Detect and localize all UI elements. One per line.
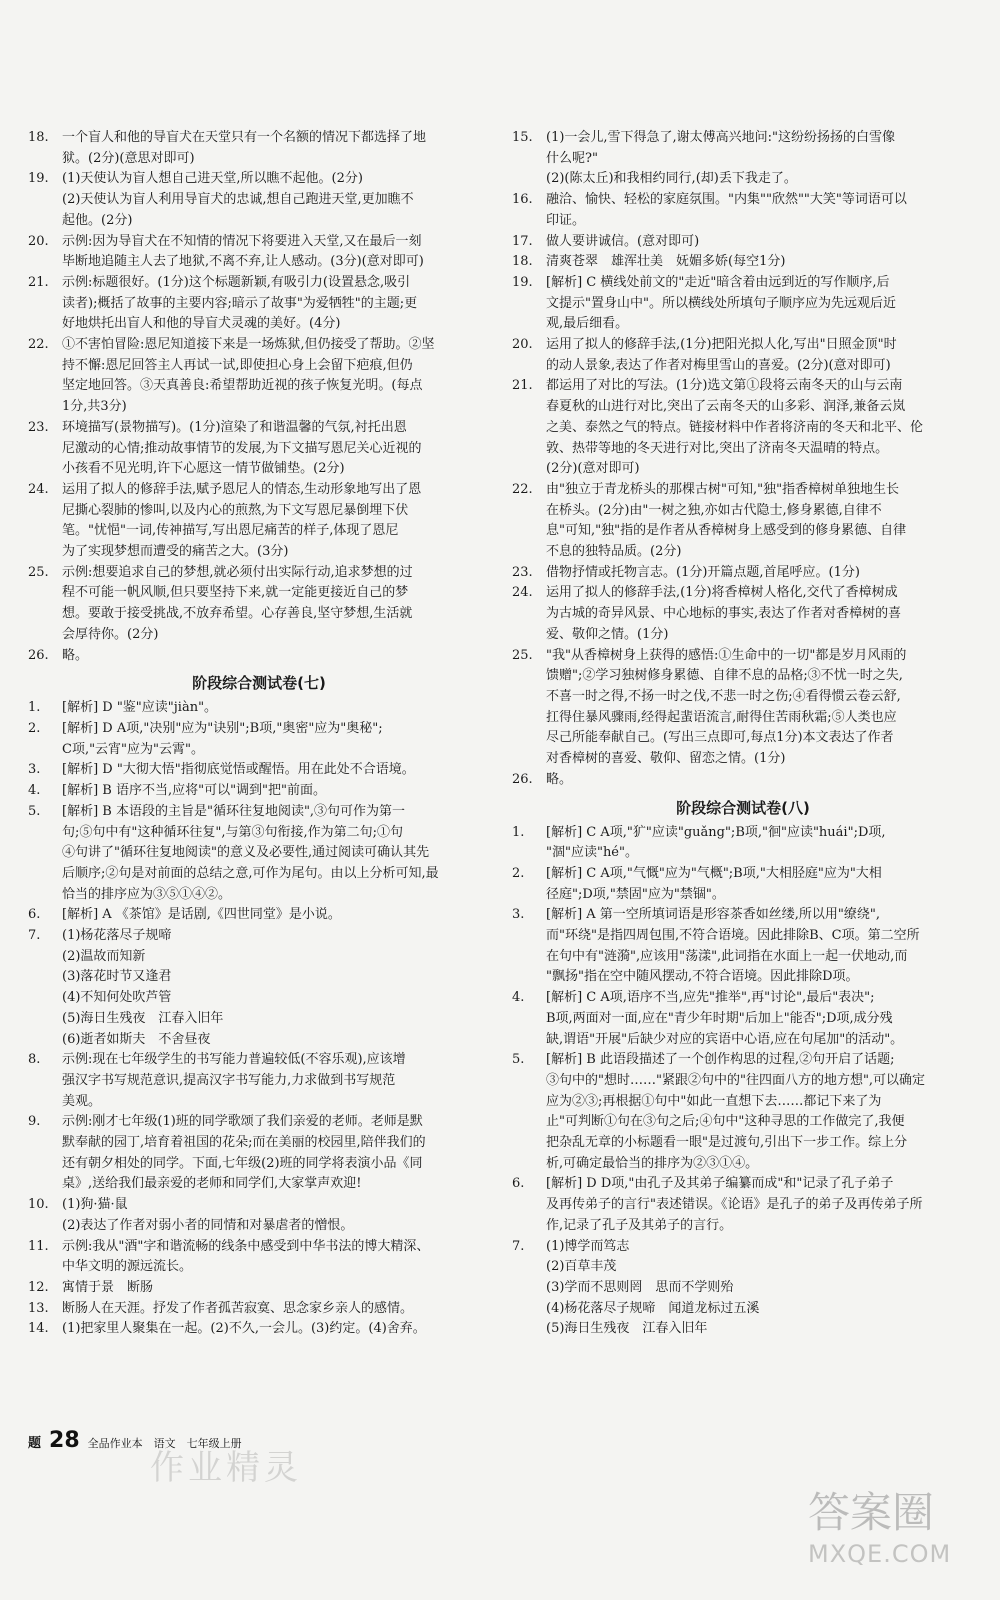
answer-line: 印证。 bbox=[546, 212, 586, 228]
answer-line: "飘扬"指在空中随风摆动,不符合语境。因此排除D项。 bbox=[546, 969, 859, 985]
answer-line: 示例:现在七年级学生的书写能力普遍较低(不容乐观),应该增 bbox=[62, 1052, 406, 1068]
answer-line: 1分,共3分) bbox=[62, 399, 127, 415]
answer-line: 略。 bbox=[546, 771, 573, 787]
answer-line: 为了实现梦想而遭受的痛苦之大。(3分) bbox=[62, 544, 289, 560]
answer-line: 笔。"忧悒"一词,传神描写,写出恩尼痛苦的样子,体现了恩尼 bbox=[62, 523, 399, 539]
answer-line: [解析] D "大彻大悟"指彻底觉悟或醒悟。用在此处不合语境。 bbox=[62, 762, 415, 778]
answer-item bbox=[28, 1237, 490, 1278]
answer-line: (1)天使认为盲人想自己进天堂,所以瞧不起他。(2分) bbox=[62, 171, 363, 187]
answer-line: (5)海日生残夜 江春入旧年 bbox=[62, 1010, 224, 1026]
item-number: 23. bbox=[512, 564, 533, 580]
item-number: 9. bbox=[28, 1114, 41, 1130]
answer-line: 的动人景象,表达了作者对梅里雪山的喜爱。(2分)(意对即可) bbox=[546, 357, 891, 373]
answer-line: 恰当的排序应为③⑤①④②。 bbox=[62, 886, 232, 902]
answer-line: 运用了拟人的修辞手法,(1分)将香樟树人格化,交代了香樟树成 bbox=[546, 585, 898, 601]
answer-line: "我"从香樟树身上获得的感悟:①生命中的一切"都是岁月风雨的 bbox=[546, 647, 907, 663]
answer-item bbox=[512, 480, 974, 563]
answer-line: (1)把家里人聚集在一起。(2)不久,一会儿。(3)约定。(4)舍弃。 bbox=[62, 1321, 426, 1337]
answer-line: 桌》,送给我们最亲爱的老师和同学们,大家掌声欢迎! bbox=[62, 1176, 362, 1192]
answer-line: C项,"云宵"应为"云霄"。 bbox=[62, 741, 204, 757]
answer-line: 爱、敬仰之情。(1分) bbox=[546, 626, 669, 642]
answer-item bbox=[28, 802, 490, 906]
item-number: 21. bbox=[512, 378, 533, 394]
item-number: 4. bbox=[28, 783, 41, 799]
answer-line: (1)狗·猫·鼠 bbox=[62, 1197, 128, 1213]
answer-line: 析,可确定最恰当的排序为②③①④。 bbox=[546, 1155, 759, 1171]
answer-line: 息"可知,"独"指的是作者从香樟树身上感受到的修身累德、自律 bbox=[546, 523, 907, 539]
item-number: 2. bbox=[512, 865, 525, 881]
answer-line: [解析] D D项,"由孔子及其弟子编纂而成"和"记录了孔子弟子 bbox=[546, 1176, 894, 1192]
answer-item bbox=[512, 128, 974, 190]
item-number: 5. bbox=[28, 803, 41, 819]
answer-line: 文提示"置身山中"。所以横线处所填句子顺序应为先远观后近 bbox=[546, 295, 896, 311]
answer-item bbox=[28, 1319, 490, 1340]
section-title: 阶段综合测试卷(八) bbox=[676, 798, 810, 817]
item-number: 3. bbox=[512, 907, 525, 923]
item-number: 22. bbox=[28, 337, 49, 353]
answer-item bbox=[512, 563, 974, 584]
item-number: 7. bbox=[28, 928, 41, 944]
item-number: 24. bbox=[512, 585, 533, 601]
item-number: 6. bbox=[28, 907, 41, 923]
answer-item bbox=[28, 335, 490, 418]
answer-item bbox=[28, 480, 490, 563]
item-number: 18. bbox=[28, 130, 49, 145]
answer-line: 缺,谓语"开展"后缺少对应的宾语中心语,应在句尾加"的活动"。 bbox=[546, 1031, 904, 1047]
answer-line: (3)学而不思则罔 思而不学则殆 bbox=[546, 1279, 734, 1295]
item-number: 6. bbox=[512, 1176, 525, 1192]
answer-line: 为古城的奇异风景、中心地标的事实,表达了作者对香樟树的喜 bbox=[546, 606, 902, 622]
answer-line: 馈赠";②学习独树修身累德、自律不息的品格;③不忧一时之失, bbox=[546, 668, 903, 684]
answer-line: 示例:想要追求自己的梦想,就必须付出实际行动,追求梦想的过 bbox=[62, 564, 413, 580]
item-number: 20. bbox=[512, 337, 533, 353]
answer-line: 之美、泰然之气的特点。链接材料中作者将济南的冬天和北平、伦 bbox=[546, 419, 924, 435]
answer-item bbox=[512, 232, 974, 253]
answer-line: (1)博学而笃志 bbox=[546, 1238, 630, 1254]
answer-line: (2)(陈太丘)和我相约同行,(却)丢下我走了。 bbox=[546, 171, 797, 187]
answer-line: (1)杨花落尽子规啼 bbox=[62, 928, 172, 944]
answer-line: 观,最后细看。 bbox=[546, 316, 629, 332]
watermark-logo bbox=[808, 1480, 988, 1590]
answer-item bbox=[512, 273, 974, 335]
item-number: 10. bbox=[28, 1197, 49, 1213]
answer-line: 把杂乱无章的小标题看一眼"是过渡句,引出下一步工作。综上分 bbox=[546, 1135, 908, 1151]
answer-line: 程不可能一帆风顺,但只要坚持下来,就一定能更接近自己的梦 bbox=[62, 585, 409, 601]
answer-item bbox=[28, 169, 490, 231]
answer-line: 止"可判断①句在③句之后;④句中"这种寻思的工作做完了,我便 bbox=[546, 1114, 905, 1130]
answer-line: [解析] A 第一空所填词语是形容茶香如丝缕,所以用"缭绕", bbox=[546, 907, 881, 923]
answer-line: (2)百草丰茂 bbox=[546, 1259, 617, 1275]
answer-line: 示例:我从"酒"字和谐流畅的线条中感受到中华书法的博大精深、 bbox=[62, 1238, 430, 1254]
answer-line: "涸"应读"hé"。 bbox=[546, 845, 638, 861]
answer-line: (4)不知何处吹芦管 bbox=[62, 990, 172, 1006]
answer-line: [解析] A 《茶馆》是话剧,《四世同堂》是小说。 bbox=[62, 907, 341, 923]
item-number: 14. bbox=[28, 1321, 49, 1337]
answer-line: [解析] C A项,"犷"应读"guǎng";B项,"徊"应读"huái";D项, bbox=[546, 824, 886, 840]
item-number: 25. bbox=[512, 647, 533, 663]
answer-item bbox=[28, 1050, 490, 1112]
answer-item bbox=[512, 1237, 974, 1341]
answer-line: [解析] B 此语段描述了一个创作构思的过程,②句开启了话题; bbox=[546, 1052, 895, 1068]
item-number: 2. bbox=[28, 720, 41, 736]
answer-item bbox=[512, 823, 974, 864]
item-number: 18. bbox=[512, 254, 533, 270]
answer-item bbox=[512, 864, 974, 905]
answer-item bbox=[512, 190, 974, 231]
answer-item bbox=[28, 926, 490, 1050]
item-number: 22. bbox=[512, 481, 533, 497]
answer-line: 默奉献的园丁,培育着祖国的花朵;而在美丽的校园里,陪伴我们的 bbox=[62, 1135, 426, 1151]
answer-line: 强汉字书写规范意识,提高汉字书写能力,力求做到书写规范 bbox=[62, 1072, 396, 1088]
answer-line: 尽己所能奉献自己。(写出三点即可,每点1分)本文表达了作者 bbox=[546, 730, 894, 746]
answer-line: 持不懈:恩尼回答主人再试一试,即使担心身上会留下疤痕,但仍 bbox=[62, 357, 413, 373]
answer-item bbox=[28, 563, 490, 646]
answer-line: 对香樟树的喜爱、敬仰、留恋之情。(1分) bbox=[546, 751, 786, 767]
answer-line: 径庭";D项,"禁固"应为"禁锢"。 bbox=[546, 886, 725, 902]
answer-item bbox=[512, 335, 974, 376]
answer-line: 由"独立于青龙桥头的那棵古树"可知,"独"指香樟树单独地生长 bbox=[546, 481, 900, 497]
item-number: 19. bbox=[512, 274, 533, 290]
answer-line: 环境描写(景物描写)。(1分)渲染了和谐温馨的气氛,衬托出恩 bbox=[62, 419, 407, 435]
answer-line: 示例:标题很好。(1分)这个标题新颖,有吸引力(设置悬念,吸引 bbox=[62, 274, 411, 290]
answer-item bbox=[28, 232, 490, 273]
answer-line: 尼激动的心情;推动故事情节的发展,为下文描写恩尼关心近视的 bbox=[62, 440, 422, 456]
answer-line: 春夏秋的山进行对比,突出了云南冬天的山多彩、润泽,兼备云岚 bbox=[546, 399, 906, 415]
answer-line: 而"环绕"是指四周包围,不符合语境。因此排除B、C项。第二空所 bbox=[546, 928, 920, 944]
answer-line: 毕断地追随主人去了地狱,不离不弃,让人感动。(3分)(意对即可) bbox=[62, 254, 424, 270]
item-number: 16. bbox=[512, 192, 533, 208]
right-column bbox=[512, 128, 974, 1340]
answer-line: 坚定地回答。③天真善良:希望帮助近视的孩子恢复光明。(每点 bbox=[62, 378, 423, 394]
item-number: 15. bbox=[512, 130, 533, 145]
item-number: 11. bbox=[28, 1238, 49, 1254]
watermark-brand: 答案圈 bbox=[808, 1488, 935, 1537]
answer-line: 应为②③;再根据①句中"如此一直想下去……都记下来了为 bbox=[546, 1093, 882, 1109]
answer-line: 在桥头。(2分)由"一树之独,亦如古代隐士,修身累德,自律不 bbox=[546, 502, 882, 518]
item-number: 3. bbox=[28, 762, 41, 778]
answer-line: (3)落花时节又逢君 bbox=[62, 969, 172, 985]
answer-line: 运用了拟人的修辞手法,赋予恩尼人的情态,生动形象地写出了恩 bbox=[62, 481, 422, 497]
answer-item bbox=[28, 128, 490, 169]
item-number: 26. bbox=[28, 647, 49, 663]
answer-item bbox=[28, 1299, 490, 1320]
answer-line: ①不害怕冒险:恩尼知道接下来是一场炼狱,但仍接受了帮助。②坚 bbox=[62, 337, 435, 353]
answer-line: 一个盲人和他的导盲犬在天堂只有一个名额的情况下都选择了地 bbox=[62, 130, 427, 145]
left-column bbox=[28, 128, 490, 1340]
page-prefix: 题 bbox=[28, 1436, 42, 1451]
answer-item bbox=[28, 418, 490, 480]
item-number: 21. bbox=[28, 274, 49, 290]
item-number: 20. bbox=[28, 233, 49, 249]
answer-line: 中华文明的源远流长。 bbox=[62, 1259, 193, 1275]
answer-line: 寓情于景 断肠 bbox=[62, 1279, 154, 1295]
answer-item bbox=[512, 583, 974, 645]
answer-item bbox=[512, 252, 974, 273]
answer-line: 尼撕心裂肺的惨叫,以及内心的煎熬,为下文写恩尼暴倒埋下伏 bbox=[62, 502, 409, 518]
answer-line: 还有朝夕相处的同学。下面,七年级(2)班的同学将表演小品《同 bbox=[62, 1155, 423, 1171]
watermark-text: 作业精灵 bbox=[150, 1448, 302, 1488]
answer-line: 句;⑤句中有"这种循环往复",与第③句衔接,作为第二句;①句 bbox=[62, 824, 403, 840]
answer-item bbox=[512, 988, 974, 1050]
answer-line: 断肠人在天涯。抒发了作者孤苦寂寞、思念家乡亲人的感情。 bbox=[62, 1300, 414, 1316]
answer-line: 借物抒情或托物言志。(1分)开篇点题,首尾呼应。(1分) bbox=[546, 564, 860, 580]
answer-line: 想。要敢于接受挑战,不放弃希望。心存善良,坚守梦想,生活就 bbox=[62, 606, 413, 622]
item-number: 19. bbox=[28, 171, 49, 187]
answer-line: 不息的独特品质。(2分) bbox=[546, 544, 682, 560]
answer-line: 小孩看不见光明,许下心愿这一情节做铺垫。(2分) bbox=[62, 461, 345, 477]
answer-line: 作,记录了孔子及其弟子的言行。 bbox=[546, 1217, 733, 1233]
answer-line: 清爽苍翠 雄浑壮美 妩媚多娇(每空1分) bbox=[546, 254, 786, 270]
answer-item bbox=[512, 1174, 974, 1236]
answer-line: 扛得住暴风骤雨,经得起蜚语流言,耐得住苦雨秋霜;⑤人类也应 bbox=[546, 709, 897, 725]
item-number: 26. bbox=[512, 771, 533, 787]
answer-line: 会厚待你。(2分) bbox=[62, 626, 159, 642]
answer-line: 做人要讲诚信。(意对即可) bbox=[546, 233, 700, 249]
answer-line: 敦、热带等地的冬天进行对比,突出了济南冬天温晴的特点。 bbox=[546, 440, 889, 456]
item-number: 5. bbox=[512, 1052, 525, 1068]
answer-item bbox=[512, 905, 974, 988]
answer-item bbox=[512, 376, 974, 480]
answer-item bbox=[512, 1050, 974, 1174]
answer-line: 运用了拟人的修辞手法,(1分)把阳光拟人化,写出"日照金顶"时 bbox=[546, 337, 897, 353]
answer-line: (2)表达了作者对弱小者的同情和对暴虐者的憎恨。 bbox=[62, 1217, 354, 1233]
answer-item bbox=[512, 770, 974, 791]
page-number: 28 bbox=[49, 1428, 80, 1453]
answer-line: 示例:刚才七年级(1)班的同学歌颂了我们亲爱的老师。老师是默 bbox=[62, 1114, 423, 1130]
answer-line: 略。 bbox=[62, 647, 89, 663]
answer-line: (2)温故而知新 bbox=[62, 948, 146, 964]
answer-item bbox=[28, 760, 490, 781]
answer-line: ③句中的"想时……"紧跟②句中的"往四面八方的地方想",可以确定 bbox=[546, 1072, 926, 1088]
item-number: 8. bbox=[28, 1052, 41, 1068]
item-number: 7. bbox=[512, 1238, 525, 1254]
answer-line: 起他。(2分) bbox=[62, 212, 133, 228]
section-title: 阶段综合测试卷(七) bbox=[192, 674, 326, 693]
answer-line: (5)海日生残夜 江春入旧年 bbox=[546, 1321, 708, 1337]
answer-line: [解析] D "鉴"应读"jiàn"。 bbox=[62, 700, 218, 716]
answer-line: (6)逝者如斯夫 不舍昼夜 bbox=[62, 1031, 211, 1047]
answer-line: 狱。(2分)(意思对即可) bbox=[62, 150, 195, 166]
answer-line: 什么呢?" bbox=[546, 150, 598, 166]
answer-line: (1)一会儿,雪下得急了,谢太傅高兴地问:"这纷纷扬扬的白雪像 bbox=[546, 130, 896, 145]
answer-line: 及再传弟子的言行"表述错误。《论语》是孔子的弟子及再传弟子所 bbox=[546, 1197, 923, 1213]
item-number: 4. bbox=[512, 990, 525, 1006]
watermark-url: MXQE.COM bbox=[808, 1540, 952, 1568]
item-number: 25. bbox=[28, 564, 49, 580]
answer-line: (2)天使认为盲人利用导盲犬的忠诚,想自己跑进天堂,更加瞧不 bbox=[62, 192, 414, 208]
item-number: 1. bbox=[512, 824, 525, 840]
answer-line: B项,两面对一面,应在"青少年时期"后加上"能否";D项,成分残 bbox=[546, 1010, 893, 1026]
answer-line: 好地烘托出盲人和他的导盲犬灵魂的美好。(4分) bbox=[62, 316, 341, 332]
answer-item bbox=[28, 905, 490, 926]
answer-item bbox=[28, 646, 490, 667]
answer-item bbox=[28, 1278, 490, 1299]
answer-line: [解析] B 本语段的主旨是"循环往复地阅读",③句可作为第一 bbox=[62, 803, 406, 819]
answer-item bbox=[28, 1112, 490, 1195]
item-number: 24. bbox=[28, 481, 49, 497]
item-number: 12. bbox=[28, 1279, 49, 1295]
answer-line: (2分)(意对即可) bbox=[546, 461, 640, 477]
answer-item bbox=[28, 781, 490, 802]
answer-line: 示例:因为导盲犬在不知情的情况下将要进入天堂,又在最后一刻 bbox=[62, 233, 422, 249]
answer-line: 都运用了对比的写法。(1分)选文第①段将云南冬天的山与云南 bbox=[546, 378, 903, 394]
answer-line: [解析] D A项,"决别"应为"诀别";B项,"奥密"应为"奥秘"; bbox=[62, 720, 383, 736]
book-title: 全品作业本 语文 七年级上册 bbox=[87, 1437, 242, 1450]
item-number: 13. bbox=[28, 1300, 49, 1316]
answer-line: 后顺序;②句是对前面的总结之意,可作为尾句。由以上分析可知,最 bbox=[62, 865, 439, 881]
item-number: 23. bbox=[28, 419, 49, 435]
answer-item bbox=[28, 698, 490, 719]
answer-line: [解析] C 横线处前文的"走近"暗含着由远到近的写作顺序,后 bbox=[546, 274, 890, 290]
answer-line: [解析] C A项,"气慨"应为"气概";B项,"大相胫庭"应为"大相 bbox=[546, 865, 882, 881]
answer-line: 美观。 bbox=[62, 1093, 102, 1109]
answer-line: 在句中有"涟漪",应该用"荡漾",此词指在水面上一起一伏地动,而 bbox=[546, 948, 908, 964]
answer-line: 融洽、愉快、轻松的家庭氛围。"内集""欣然""大笑"等词语可以 bbox=[546, 192, 907, 208]
answer-line: [解析] C A项,语序不当,应先"推举",再"讨论",最后"表决"; bbox=[546, 990, 875, 1006]
answer-item bbox=[512, 646, 974, 770]
answer-item bbox=[28, 273, 490, 335]
item-number: 1. bbox=[28, 700, 41, 716]
answer-line: [解析] B 语序不当,应将"可以"调到"把"前面。 bbox=[62, 783, 327, 799]
answer-line: 不喜一时之得,不扬一时之伐,不悲一时之伤;④看得惯云卷云舒, bbox=[546, 688, 901, 704]
answer-line: 读者);概括了故事的主要内容;暗示了故事"为爱牺牲"的主题;更 bbox=[62, 295, 418, 311]
answer-item bbox=[28, 1195, 490, 1236]
answer-line: (4)杨花落尽子规啼 闻道龙标过五溪 bbox=[546, 1300, 760, 1316]
answer-line: ④句讲了"循环往复地阅读"的意义及必要性,通过阅读可确认其先 bbox=[62, 845, 430, 861]
answer-item bbox=[28, 719, 490, 760]
item-number: 17. bbox=[512, 233, 533, 249]
